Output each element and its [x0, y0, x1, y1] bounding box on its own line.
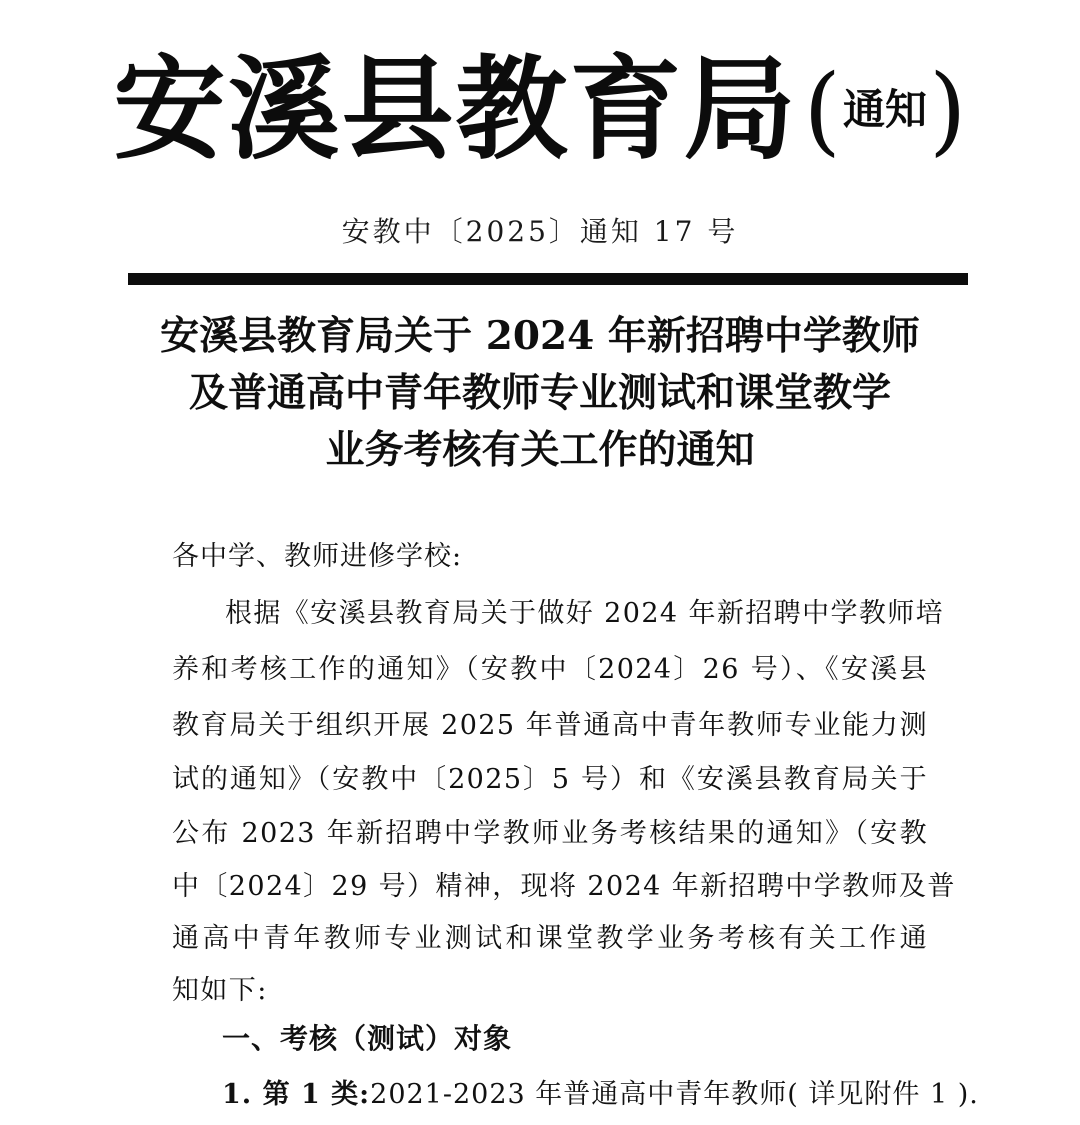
body-line: 知如下: — [172, 975, 268, 1006]
document-type-text: 通知 — [842, 85, 927, 134]
body-line: 公布 2023 年新招聘中学教师业务考核结果的通知》（安教 — [172, 818, 928, 849]
list-item-label: 1. 第 1 类: — [222, 1079, 371, 1110]
title-line: 及普通高中青年教师专业测试和课堂教学 — [188, 370, 891, 416]
body-line: 试的通知》（安教中〔2025〕5 号）和《安溪县教育局关于 — [172, 764, 928, 795]
issuing-organization: 安溪县教育局 — [113, 44, 798, 175]
document-title — [150, 308, 930, 479]
list-item-text: 2021-2023 年普通高中青年教师( 详见附件 1 ). — [370, 1079, 979, 1110]
document-number: 安教中〔2025〕通知 17 号 — [341, 215, 739, 248]
close-paren: ) — [929, 54, 967, 166]
open-paren: ( — [803, 54, 841, 166]
body-line: 中〔2024〕29 号）精神，现将 2024 年新招聘中学教师及普 — [172, 871, 956, 902]
title-line: 安溪县教育局关于 2024 年新招聘中学教师 — [160, 313, 920, 359]
body-line: 根据《安溪县教育局关于做好 2024 年新招聘中学教师培 — [225, 598, 945, 629]
title-line: 业务考核有关工作的通知 — [325, 427, 755, 473]
header-divider — [128, 273, 968, 285]
body-line: 教育局关于组织开展 2025 年普通高中青年教师专业能力测 — [172, 710, 928, 741]
body-line: 通高中青年教师专业测试和课堂教学业务考核有关工作通 — [172, 923, 928, 954]
recipients-line: 各中学、教师进修学校: — [172, 541, 463, 572]
section-heading: 一、考核（测试）对象 — [222, 1022, 513, 1055]
list-item — [222, 1072, 979, 1111]
body-line: 养和考核工作的通知》（安教中〔2024〕26 号）、《安溪县 — [172, 654, 928, 685]
document-header — [0, 40, 1080, 180]
document-type-label — [803, 54, 967, 166]
